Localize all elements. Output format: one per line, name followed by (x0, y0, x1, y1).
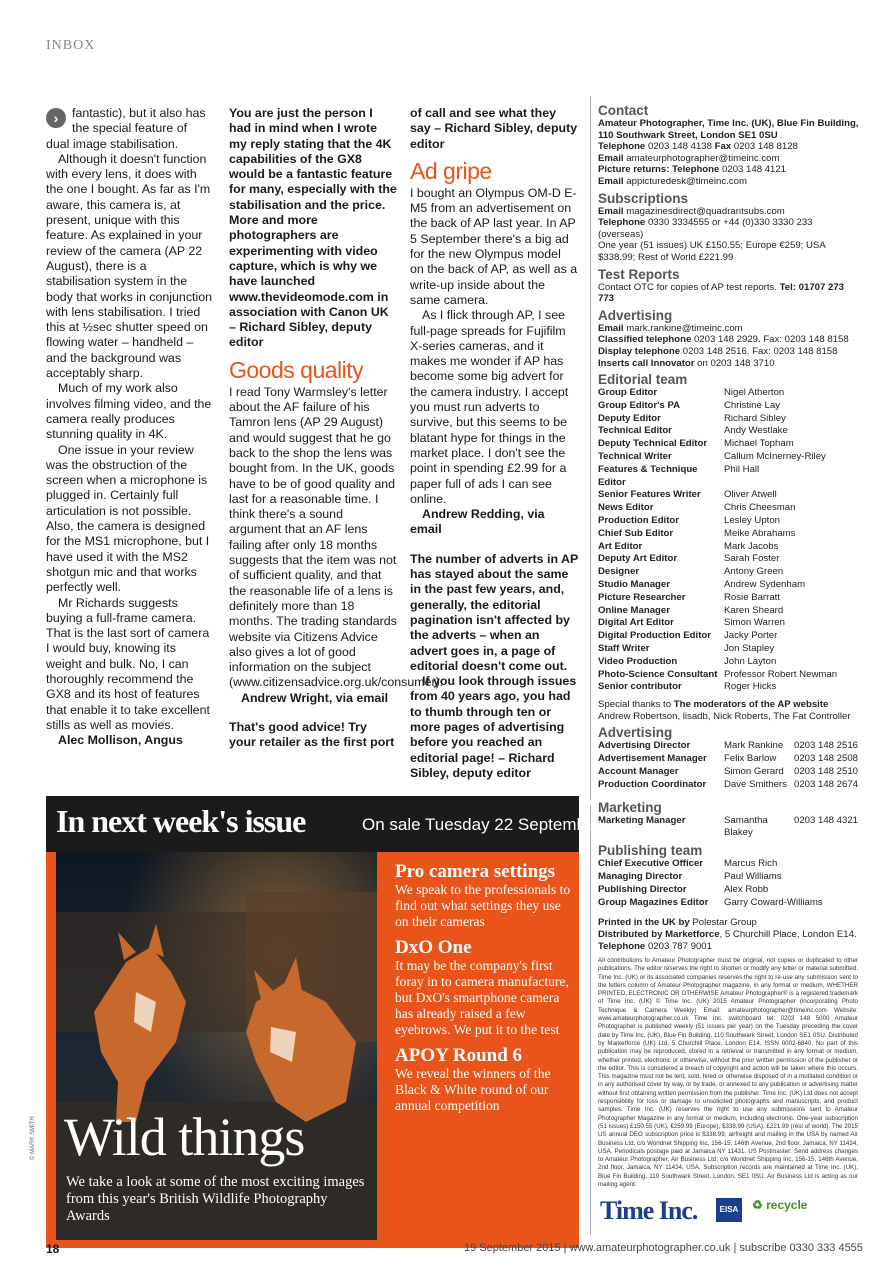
staff-row (598, 871, 860, 884)
editor-reply: If you look through issues from 40 years ago, you had to thumb through ten or more pages of advertising before you reached an editorial page! – Richard Sibley, deputy editor (410, 674, 577, 780)
letter-column-1 (46, 106, 213, 748)
staff-row (598, 753, 860, 766)
recycle-icon: ♻ (752, 1198, 763, 1212)
email-label: Email (598, 322, 624, 334)
tel-label: Telephone (598, 217, 646, 229)
staff-role: Staff Writer (598, 643, 650, 655)
staff-name: Chris Cheesman (724, 502, 796, 514)
advertising-heading: Advertising (598, 307, 673, 323)
legal-notice: All contributions to Amateur Photographer must be original, not copies or duplicated to other publications. The editor reserves the right to shorten or modify any letter or material submitted. Time Inc. (UK) or its associated companies reserves the right to re-use any submission sent to the letters column of Amateur Photographer magazine, in any format or medium, WHETHER PRINTED, ELECTRONIC OR OTHERWISE Amateur Photographer® is a registered trademark of Time Inc. (UK) © Time Inc. (UK) 2015 Amateur Photographer (incorporating Photo Technique & Camera Weekly) Email: amateurphotographer@timeinc.com Website: www.amateurphotographer.co.uk Time Inc. switchboard tel: 0203 148 5000 Amateur Photographer is published weekly (51 issues per year) on the Tuesday preceding the cover date by Time Inc. (UK), Blue Fin Building, 110 Southwark Street, London SE1 0SU. Distributed by Marketforce (UK) Ltd, 5 Churchill Place, London E14. ISSN 0002-6840. No part of this publication may be reproduced, stored in a retrieval or transmitted in any format or medium, whether printed, electronic or otherwise, without the prior written permission of the publisher or the editor. This is considered a breach of copyright and action will be taken where this occurs. This magazine must not be lent, sold, hired or otherwise disposed of in a mutilated condition or in any authorised cover by way, or by trade, or annexed to any publication or advertising matter without first obtaining written permission from the publisher. Time Inc. (UK) Ltd does not accept responsibility for loss or damage to unsolicited photographs and manuscripts, and product samples. Time Inc. (UK) reserves the right to use any submissions sent to Amateur Photographer Magazine in any format or medium, including electronic. One-year subscription (51 issues) £150.55 (UK), €259.99 (Europe), $338.99 (USA), £221.99 (rest of world). The 2015 US annual DEO subscription price is $338.99, airfreight and mailing in the USA by named Air Business Ltd, c/o Worldnet Shipping Inc, 156-15, 146th Avenue, 2nd floor, Jamaica, NY 11434, USA. Periodicals postage paid at Jamaica NY 11431. US Postmaster: Send address changes to Amateur Photographer, Air Business Ltd, c/o Worldnet Shipping Inc, 156-15, 146th Avenue, 2nd floor, Jamaica, NY 11434, USA. Subscription records are maintained at Time Inc. (UK), Blue Fin Building, 110 Southwark Street, London, SE1 0SU. Air Business Ltd is acting as our mailing agent. (598, 957, 858, 1189)
staff-name: Richard Sibley (724, 412, 786, 424)
test-reports-text: Contact OTC for copies of AP test reports. (598, 281, 777, 293)
staff-row (598, 451, 860, 464)
feature-description: We take a look at some of the most exciting images from this year's British Wildlife Photography Awards (66, 1174, 365, 1224)
staff-row (598, 425, 860, 438)
staff-row (598, 884, 860, 897)
staff-name: Oliver Atwell (724, 489, 777, 501)
staff-name: Dave Smithers (724, 778, 787, 790)
tel-label: Telephone (598, 940, 646, 952)
inserts-value: on 0203 148 3710 (697, 357, 775, 369)
contact-heading: Contact (598, 103, 649, 118)
staff-name: Garry Coward-Williams (724, 896, 823, 908)
page-number: 18 (46, 1242, 60, 1256)
returns-label: Picture returns: Telephone (598, 164, 720, 176)
staff-role: Advertising Director (598, 740, 691, 752)
staff-name: Lesley Upton (724, 515, 780, 527)
editor-reply: of call and see what they say – Richard Sibley, deputy editor (410, 106, 578, 151)
letter-paragraph: Much of my work also involves filming video, and the camera really produces stunning quality in 4K. (46, 381, 212, 442)
publishing-team-table (598, 858, 860, 909)
next-issue-title: In next week's issue (56, 803, 306, 839)
returns-value: 0203 148 4121 (722, 164, 787, 176)
staff-role: News Editor (598, 502, 654, 514)
staff-role: Group Magazines Editor (598, 896, 709, 908)
staff-row (598, 592, 860, 605)
staff-role: Group Editor (598, 387, 658, 399)
staff-role: Managing Director (598, 870, 683, 882)
staff-role: Technical Editor (598, 425, 672, 437)
staff-role: Chief Sub Editor (598, 527, 674, 539)
letter-signature: Alec Mollison, Angus (58, 733, 183, 748)
staff-role: Deputy Art Editor (598, 553, 678, 565)
letter-column-3 (410, 106, 578, 781)
letter-paragraph: Mr Richards suggests buying a full-frame camera. That is the last sort of camera I would buy, knowing its weight and bulk. No, I can thoroughly recommend the GX8 and its host of features that enable it to take excellent stills as well as movies. (46, 595, 210, 732)
staff-role: Senior Features Writer (598, 489, 701, 501)
subscriptions-heading: Subscriptions (598, 190, 689, 206)
staff-name: Paul Williams (724, 870, 782, 882)
tel-value: 0203 787 9001 (647, 940, 712, 952)
letter-paragraph: One issue in your review was the obstruction of the screen when a microphone is plugged in. Certainly full articulation is not possible. Also, the camera is designed for the MS1 microphone, but I have used it with the MS2 shotgun mic and that works perfectly well. (46, 442, 210, 595)
printed-label: Printed in the UK by (598, 917, 690, 929)
contact-address: Amateur Photographer, Time Inc. (UK), Blue Fin Building, 110 Southwark Street, London SE1 0SU (598, 118, 859, 141)
staff-role: Senior contributor (598, 681, 682, 693)
staff-role: Studio Manager (598, 579, 670, 591)
staff-name: Nigel Atherton (724, 387, 785, 399)
staff-name: Samantha Blakey (724, 814, 768, 839)
eisa-logo: EISA (716, 1198, 742, 1222)
publishing-team-heading: Publishing team (598, 843, 703, 859)
staff-role: Picture Researcher (598, 591, 686, 603)
letter-signature: Andrew Wright, via email (241, 690, 389, 705)
staff-name: Simon Warren (724, 617, 785, 629)
staff-name: Jacky Porter (724, 630, 778, 642)
column-divider (590, 805, 591, 1235)
staff-row (598, 464, 860, 490)
staff-phone: 0203 148 2674 (794, 778, 859, 790)
inserts-label: Inserts call Innovator (598, 357, 695, 369)
classified-label: Classified telephone (598, 334, 692, 346)
staff-name: Christine Lay (724, 399, 780, 411)
staff-name: Simon Gerard (724, 766, 784, 777)
staff-role: Photo-Science Consultant (598, 668, 718, 680)
test-reports-heading: Test Reports (598, 266, 680, 282)
staff-row (598, 400, 860, 413)
staff-row (598, 387, 860, 400)
staff-name: John Layton (724, 655, 777, 667)
staff-phone: 0203 148 2510 (794, 766, 859, 777)
tel-value: 0330 3334555 or +44 (0)330 3330 233 (overseas) (598, 217, 813, 240)
staff-name: Michael Topham (724, 438, 794, 450)
staff-row (598, 630, 860, 643)
staff-role: Account Manager (598, 766, 679, 777)
letter-signature: Andrew Redding, via email (410, 507, 545, 537)
recycle-logo: ♻ recycle (752, 1198, 808, 1212)
staff-role: Chief Executive Officer (598, 858, 704, 870)
letter-heading: Goods quality (229, 356, 364, 383)
staff-row (598, 579, 860, 592)
staff-name: Callum McInerney-Riley (724, 451, 826, 463)
tel-label: Telephone (598, 141, 646, 153)
staff-row (598, 681, 860, 694)
distributor-value: , 5 Churchill Place, London E14. (719, 928, 857, 940)
editor-reply: That's good advice! Try your retailer as the first port (229, 719, 395, 750)
column-divider (590, 96, 591, 800)
staff-name: Antony Green (724, 566, 784, 578)
staff-role: Group Editor's PA (598, 399, 681, 411)
staff-row (598, 413, 860, 426)
staff-role: Deputy Editor (598, 412, 661, 424)
marketing-table (598, 815, 860, 841)
marketing-heading: Marketing (598, 799, 662, 815)
staff-name: Rosie Barratt (724, 591, 780, 603)
footer-info: 19 September 2015 | www.amateurphotographer.co.uk | subscribe 0330 333 4555 (464, 1242, 863, 1254)
tel-value: 01707 273 773 (598, 281, 845, 305)
masthead (598, 100, 860, 952)
advertising-team-heading: Advertising (598, 725, 673, 741)
staff-name: Mark Rankine (724, 740, 784, 752)
staff-phone: 0203 148 2516 (794, 740, 859, 752)
staff-role: Publishing Director (598, 883, 687, 895)
time-inc-logo: Time Inc. (600, 1196, 698, 1225)
photo-credit: © MARK SMITH (30, 1116, 36, 1160)
staff-row (598, 528, 860, 541)
staff-name: Phil Hall (724, 463, 760, 475)
teaser-title: DxO One (395, 937, 472, 958)
staff-name: Andrew Sydenham (724, 579, 806, 591)
staff-role: Online Manager (598, 604, 670, 616)
email-value[interactable]: mark.rankine@timeinc.com (626, 322, 743, 334)
email-label: Email (598, 205, 624, 217)
editorial-team-table (598, 387, 860, 694)
editorial-team-heading: Editorial team (598, 372, 688, 388)
chevron-right-icon: › (46, 108, 66, 128)
staff-row (598, 515, 860, 528)
staff-name: Mark Jacobs (724, 540, 779, 552)
subscription-prices: One year (51 issues) UK £150.55; Europe €259; USA $338.99; Rest of World £221.99 (598, 240, 826, 263)
printed-value: Polestar Group (692, 917, 757, 929)
fax-label: Fax (714, 141, 732, 153)
staff-role: Art Editor (598, 540, 643, 552)
staff-row (598, 858, 860, 871)
staff-name: Marcus Rich (724, 858, 778, 870)
staff-name: Alex Robb (724, 883, 769, 895)
teaser-title: Pro camera settings (395, 861, 556, 882)
tel-label: Tel: (779, 281, 796, 293)
staff-row (598, 740, 860, 753)
special-thanks: Special thanks to The moderators of the AP website Andrew Robertson, lisadb, Nick Roberts, The Fat Controller (598, 699, 851, 722)
staff-row (598, 617, 860, 630)
teaser-title: APOY Round 6 (395, 1045, 523, 1066)
tel-value: 0203 148 4138 (647, 141, 712, 153)
teaser-text: It may be the company's first foray in to camera manufacture, but DxO's smartphone camera has already raised a few eyebrows. We put it to the test (395, 958, 569, 1037)
email-label: Email (598, 175, 624, 187)
staff-phone: 0203 148 2508 (794, 753, 859, 765)
section-label: INBOX (46, 38, 96, 53)
staff-row (598, 566, 860, 579)
staff-name: Andy Westlake (724, 425, 788, 437)
staff-row (598, 779, 860, 792)
letter-paragraph: Although it doesn't function with every lens, it does with the one I bought. As far as I'm aware, this camera is, at present, unique with this feature. As explained in your review of the camera (AP 22 August), there is a stabilisation system in the body that works in conjunction with lens stabilisation. I tried this at ½sec shutter speed on flowing water – handheld – and the background was acceptably sharp. (46, 151, 212, 381)
staff-name: Meike Abrahams (724, 527, 796, 539)
classified-value: 0203 148 2929. Fax: 0203 148 8158 (693, 334, 849, 346)
letter-paragraph: I read Tony Warmsley's letter about the AF failure of his Tamron lens (AP 29 August) and would suggest that he go back to the shop the lens was bought from. In the UK, goods have to be of good quality and last for a reasonable time. I think there's a sound argument that an AF lens failing after only 18 months suggests that the item was not of sufficient quality, and that the reasonable life of a lens is definitely more than 18 months. The trading standards website via Citizens Advice also gives a lot of good information on the subject (www.citizensadvice.org.uk/consumer). (229, 384, 444, 690)
staff-row (598, 605, 860, 618)
next-issue-subtitle: On sale Tuesday 22 September (362, 815, 602, 834)
feature-title: Wild things (64, 1107, 305, 1167)
staff-name: Karen Sheard (724, 604, 784, 616)
editor-reply: The number of adverts in AP has stayed about the same in the past few years, and, generally, the editorial pagination isn't affected by the adverts – when an advert goes in, a page of editorial doesn't come out. (410, 551, 578, 673)
staff-role: Technical Writer (598, 451, 672, 463)
staff-row (598, 815, 860, 841)
staff-role: Digital Production Editor (598, 630, 711, 642)
email-value[interactable]: appicturedesk@timeinc.com (626, 175, 747, 187)
fax-value: 0203 148 8128 (733, 141, 798, 153)
display-value: 0203 148 2516. Fax: 0203 148 8158 (682, 345, 838, 357)
editor-reply: You are just the person I had in mind when I wrote my reply stating that the 4K capabilities of the GX8 would be a fantastic feature for many, especially with the stabilisation and the price. More and more photographers are experimenting with video capture, which is why we have launched www.thevideomode.com in association with Canon UK – Richard Sibley, deputy editor (229, 106, 397, 350)
staff-role: Designer (598, 566, 640, 578)
staff-row (598, 541, 860, 554)
staff-row (598, 502, 860, 515)
staff-role: Advertisement Manager (598, 753, 707, 765)
staff-row (598, 897, 860, 910)
letter-column-2 (229, 106, 444, 751)
staff-name: Felix Barlow (724, 753, 777, 765)
staff-name: Professor Robert Newman (724, 668, 838, 680)
letter-paragraph: As I flick through AP, I see full-page spreads for Fujifilm X-series cameras, and it makes me wonder if AP has become some big advert for the camera industry. I accept you must run adverts to survive, but this seems to be blatant hype for things in the market place. I don't see the point in spending £2.99 for a paper full of ads I can see online. (410, 308, 569, 506)
staff-row (598, 643, 860, 656)
staff-row (598, 489, 860, 502)
teaser-text: We speak to the professionals to find out what settings they use on their cameras (395, 882, 571, 929)
staff-role: Digital Art Editor (598, 617, 674, 629)
staff-role: Production Editor (598, 515, 680, 527)
staff-role: Video Production (598, 655, 678, 667)
email-value[interactable]: amateurphotographer@timeinc.com (626, 152, 780, 164)
staff-role: Production Coordinator (598, 778, 707, 790)
staff-phone: 0203 148 4321 (794, 814, 859, 826)
teaser-text: We reveal the winners of the Black & White round of our annual competition (395, 1066, 551, 1113)
staff-name: Jon Stapley (724, 643, 775, 655)
staff-row (598, 766, 860, 779)
letter-heading: Ad gripe (410, 157, 492, 184)
staff-role: Deputy Technical Editor (598, 438, 708, 450)
email-label: Email (598, 152, 624, 164)
staff-role: Marketing Manager (598, 814, 686, 826)
distributor-label: Distributed by Marketforce (598, 928, 720, 940)
staff-row (598, 438, 860, 451)
staff-role: Features & Technique Editor (598, 463, 698, 488)
staff-row (598, 553, 860, 566)
staff-name: Sarah Foster (724, 553, 780, 565)
staff-name: Roger Hicks (724, 681, 777, 693)
advertising-team-table (598, 740, 860, 791)
letter-paragraph: › fantastic), but it also has the special feature of dual image stabilisation. (46, 106, 206, 151)
display-label: Display telephone (598, 345, 681, 357)
email-value[interactable]: magazinesdirect@quadrantsubs.com (626, 205, 785, 217)
teaser-list (395, 862, 573, 1122)
staff-row (598, 656, 860, 669)
letter-paragraph: I bought an Olympus OM-D E-M5 from an advertisement on the back of AP last year. In AP 5 September there's a big ad for the new Olympus model on the back of AP, as well as a write-up inside about the same camera. (410, 185, 578, 307)
staff-row (598, 669, 860, 682)
